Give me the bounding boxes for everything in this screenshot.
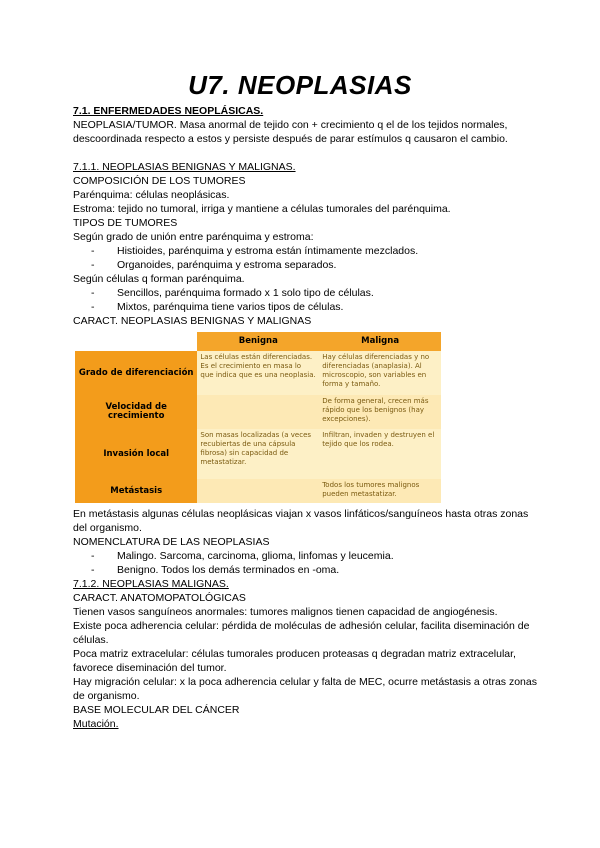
nomenclatura-list: [73, 549, 543, 577]
cell-benigna: [197, 479, 319, 503]
row-label: Invasión local: [75, 429, 197, 479]
adherencia-text: Existe poca adherencia celular: pérdida de moléculas de adhesión celular, facilita diseminación de células.: [73, 620, 530, 646]
caract-heading: CARACT. NEOPLASIAS BENIGNAS Y MALIGNAS: [73, 315, 312, 327]
estroma-text: Estroma: tejido no tumoral, irriga y mantiene a células tumorales del parénquima.: [73, 203, 451, 215]
document-body: [73, 104, 543, 731]
grado-list: [73, 244, 543, 272]
section-heading-7-1: 7.1. ENFERMEDADES NEOPLÁSICAS.: [73, 105, 264, 117]
migracion-text: Hay migración celular: x la poca adherencia celular y falta de MEC, ocurre metástasis a otras zonas de organismo.: [73, 676, 537, 702]
table-header-benigna: Benigna: [197, 332, 319, 351]
segun-celulas-text: Según células q forman parénquima.: [73, 273, 245, 285]
caract-anatomo-heading: CARACT. ANATOMOPATOLÓGICAS: [73, 592, 246, 604]
cell-maligna: Infiltran, invaden y destruyen el tejido que los rodea.: [319, 429, 441, 479]
table-header-row: [75, 332, 441, 351]
list-item: - Malingo. Sarcoma, carcinoma, glioma, linfomas y leucemia.: [91, 549, 543, 563]
cell-maligna: De forma general, crecen más rápido que los benignos (hay excepciones).: [319, 395, 441, 429]
table-header-maligna: Maligna: [319, 332, 441, 351]
section-heading-7-1-2: 7.1.2. NEOPLASIAS MALIGNAS.: [73, 578, 229, 590]
tipos-heading: TIPOS DE TUMORES: [73, 217, 178, 229]
segun-grado-text: Según grado de unión entre parénquima y estroma:: [73, 231, 314, 243]
cell-maligna: Todos los tumores malignos pueden metastatizar.: [319, 479, 441, 503]
row-label: Grado de diferenciación: [75, 351, 197, 395]
cell-maligna: Hay células diferenciadas y no diferenciadas (anaplasia). Al microscopio, son variables en forma y tamaño.: [319, 351, 441, 395]
section-heading-7-1-1: 7.1.1. NEOPLASIAS BENIGNAS Y MALIGNAS.: [73, 161, 296, 173]
list-item: - Histioides, parénquima y estroma están íntimamente mezclados.: [91, 244, 543, 258]
page-title: U7. NEOPLASIAS: [188, 70, 412, 100]
vasos-text: Tienen vasos sanguíneos anormales: tumores malignos tienen capacidad de angiogénesis.: [73, 606, 498, 618]
table-header-empty: [75, 332, 197, 351]
table-row: [75, 395, 441, 429]
spacer: [73, 146, 543, 160]
metastasis-text: En metástasis algunas células neoplásicas viajan x vasos linfáticos/sanguíneos hasta otras zonas del organismo.: [73, 508, 529, 534]
list-item: - Sencillos, parénquima formado x 1 solo tipo de células.: [91, 286, 543, 300]
list-item: - Benigno. Todos los demás terminados en -oma.: [91, 563, 543, 577]
celulas-list: [73, 286, 543, 314]
parenquima-text: Parénquima: células neoplásicas.: [73, 189, 230, 201]
table-row: [75, 429, 441, 479]
list-item: - Organoides, parénquima y estroma separados.: [91, 258, 543, 272]
composicion-heading: COMPOSICIÓN DE LOS TUMORES: [73, 175, 246, 187]
nomenclatura-heading: NOMENCLATURA DE LAS NEOPLASIAS: [73, 536, 270, 548]
mutacion-heading: Mutación.: [73, 718, 119, 730]
row-label: Metástasis: [75, 479, 197, 503]
neoplasia-definition: NEOPLASIA/TUMOR. Masa anormal de tejido con + crecimiento q el de los tejidos normales, descoordinada respecto a estos y persiste después de parar estímulos q causaron el cambio.: [73, 119, 508, 145]
matriz-text: Poca matriz extracelular: células tumorales producen proteasas q degradan matriz extracelular, favorece diseminación del tumor.: [73, 648, 516, 674]
cell-benigna: Son masas localizadas (a veces recubiertas de una cápsula fibrosa) sin capacidad de metastatizar.: [197, 429, 319, 479]
list-item: - Mixtos, parénquima tiene varios tipos de células.: [91, 300, 543, 314]
comparison-table: [75, 332, 441, 503]
base-molecular-heading: BASE MOLECULAR DEL CÁNCER: [73, 704, 240, 716]
table-row: [75, 351, 441, 395]
cell-benigna: Las células están diferenciadas. Es el crecimiento en masa lo que indica que es una neoplasia.: [197, 351, 319, 395]
row-label: Velocidad de crecimiento: [75, 395, 197, 429]
cell-benigna: [197, 395, 319, 429]
table-row: [75, 479, 441, 503]
